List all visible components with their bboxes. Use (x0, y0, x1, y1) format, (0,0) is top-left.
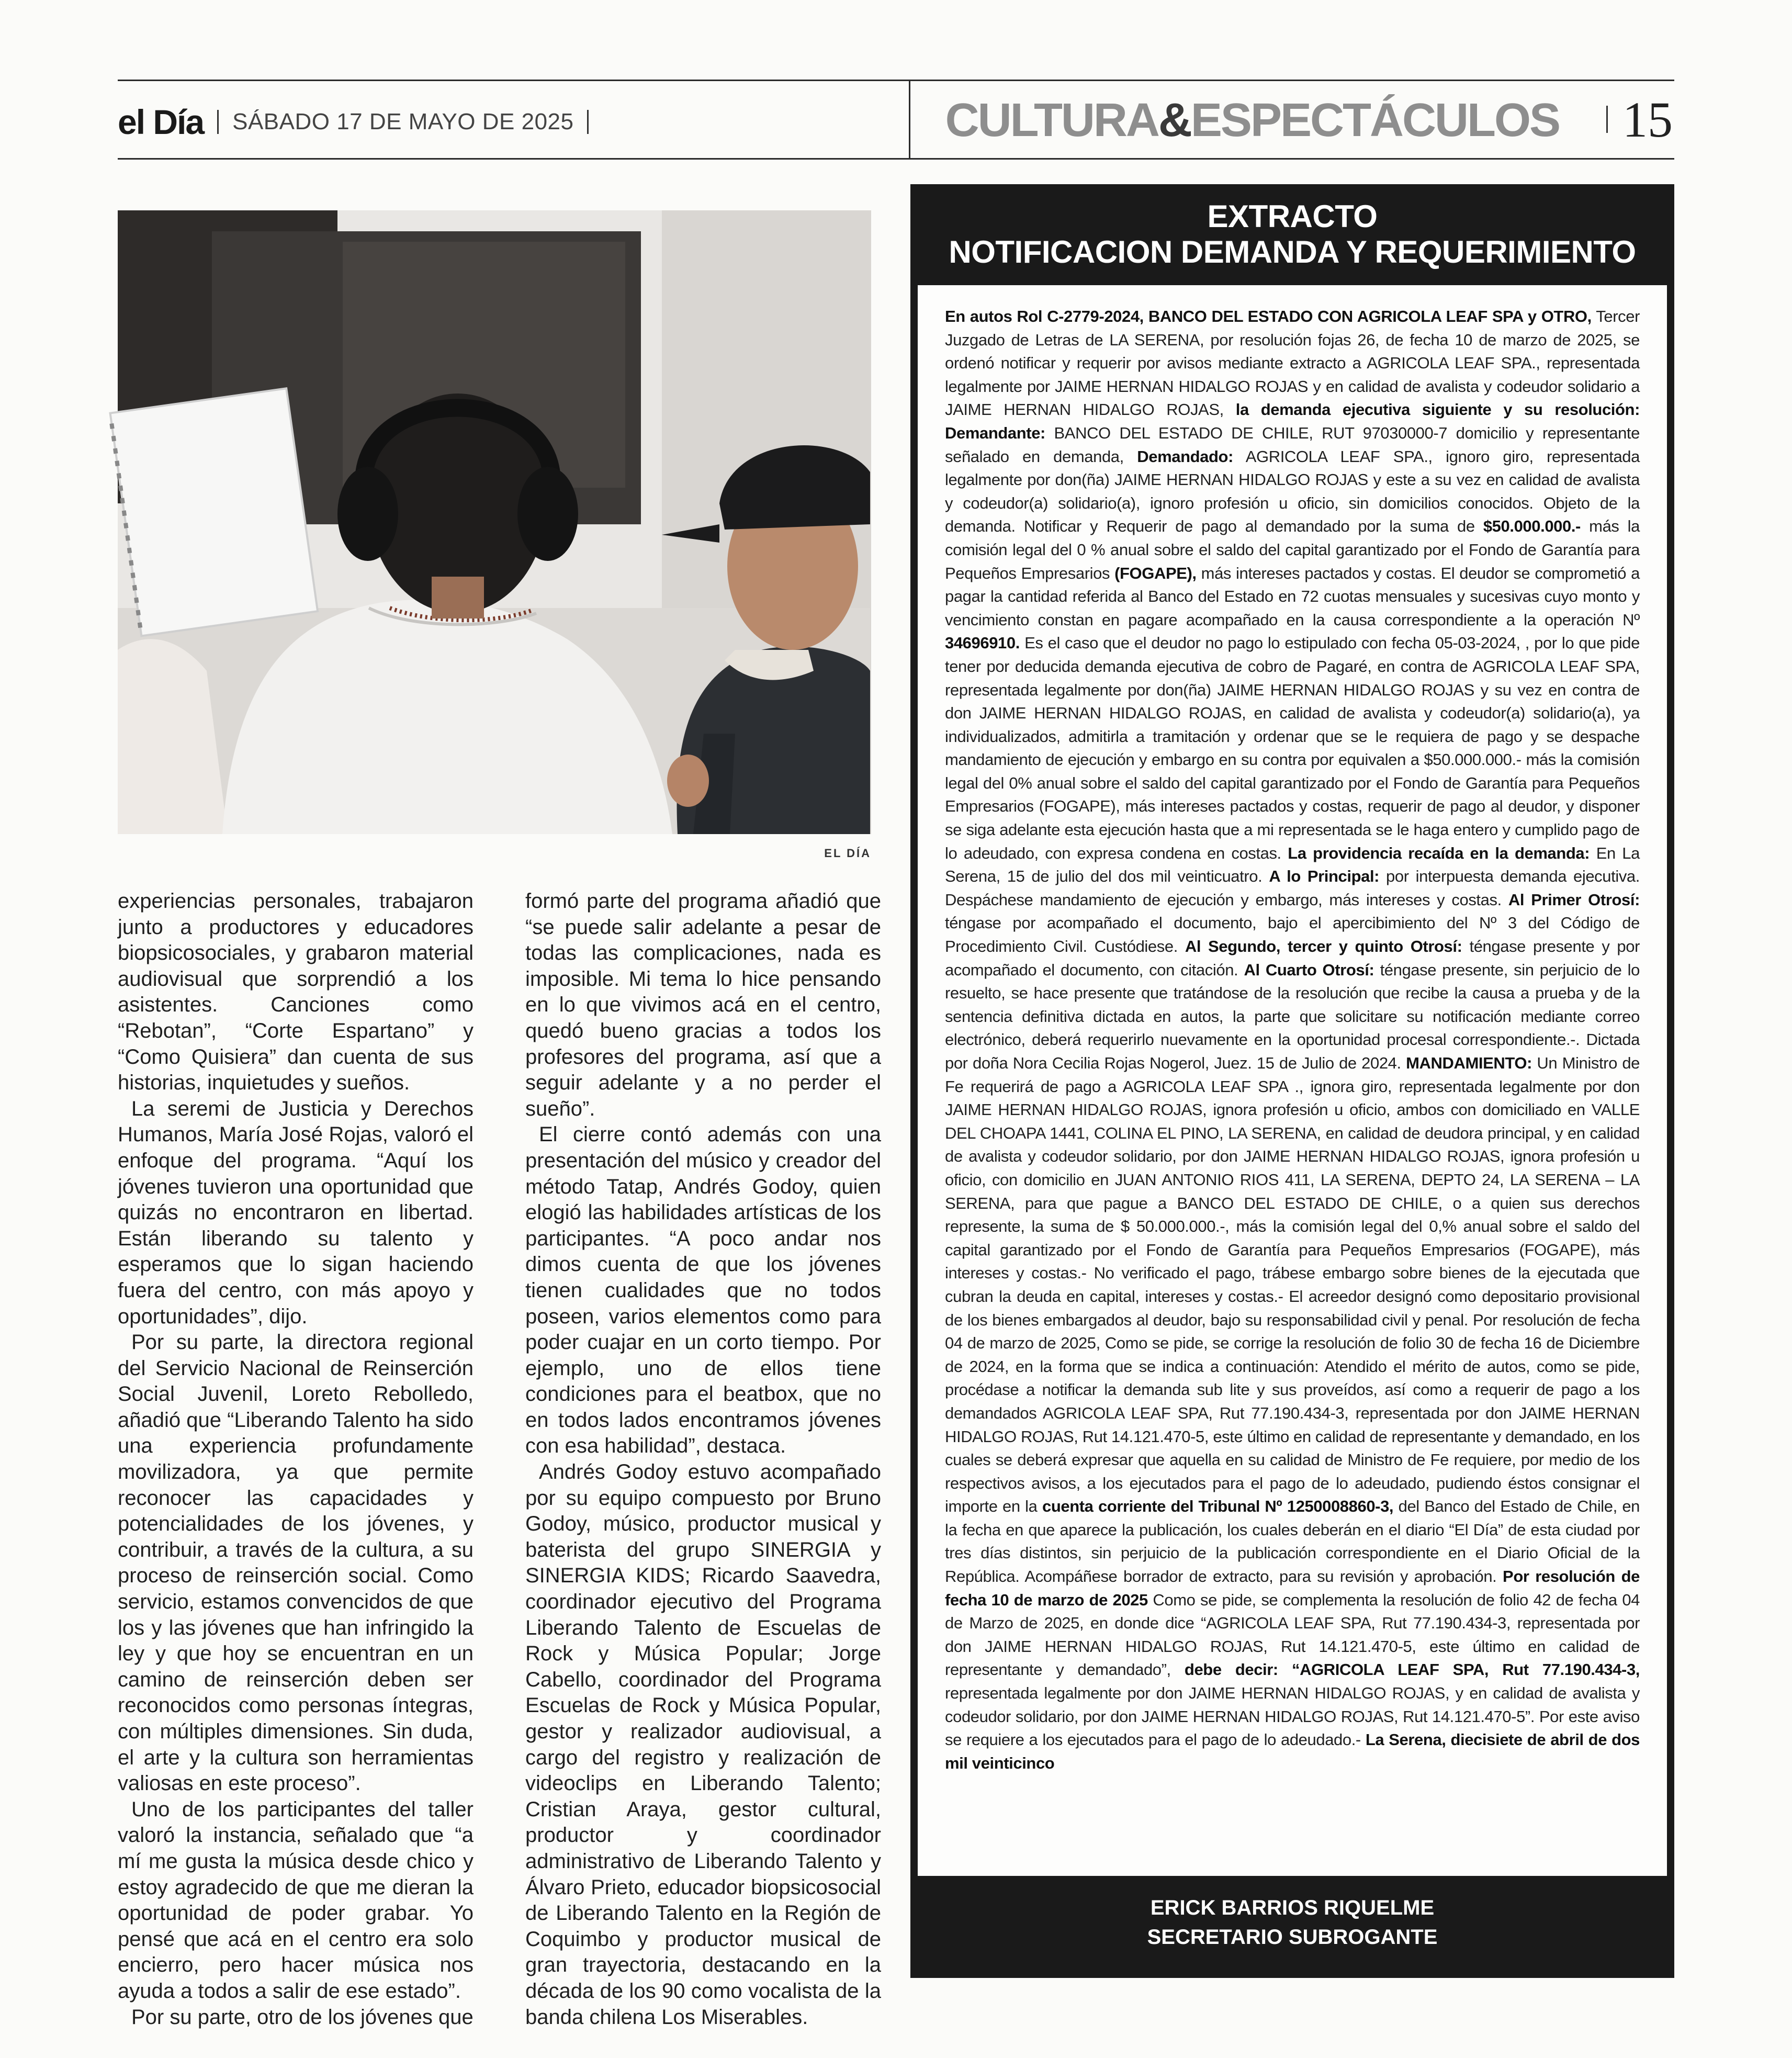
header-bottom-rule (118, 158, 1674, 160)
page-number-separator (1606, 106, 1608, 133)
notice-text-segment: del Banco del Estado de Chile, en la fecha en que aparece la publicación, los cuales deberán en el diario “El Día” de esta ciudad por tres días distintos, sin perjuicio de la publicación correspondiente en el Diario Oficial de la República. Acompáñese borrador de extracto, para su revisión y aprobación. (945, 1497, 1640, 1586)
notice-text-segment: por interpuesta demanda ejecutiva. Despáchese mandamiento de ejecución y embargo, más intereses y costas. (945, 867, 1640, 909)
notice-text-segment: más intereses pactados y costas. El deudor se comprometió a pagar la cantidad referida al Banco del Estado en 72 cuotas mensuales y sucesivas cuyo monto y vencimiento constan en pagare acompañado en la causa correspondiente a la operación Nº (945, 564, 1640, 629)
page-number (1606, 88, 1673, 151)
notice-text-segment: téngase presente, sin perjuicio de lo resuelto, se hace presente que tratándose de la resolución que recibe la causa a prueba y de la sentencia definitiva dictada en autos, la parte que solicitare su notificación mediante correo electrónico, deberá requerirlo nuevamente en la oportunidad procesal correspondiente.-. Dictada por doña Nora Cecilia Rojas Nogerol, Juez. 15 de Julio de 2024. (945, 960, 1640, 1072)
masthead-separator (217, 110, 219, 134)
notice-bold-segment: 34696910. (945, 634, 1020, 653)
notice-text-segment: En La Serena, 15 de julio del dos mil veinticuatro. (945, 844, 1640, 886)
notice-text-segment: representada legalmente por don JAIME HERNAN HIDALGO ROJAS, y en calidad de avalista y codeudor solidario, por don JAIME HERNAN HIDALGO ROJAS, Rut 14.121.470-5”. Por este aviso se requiere a los ejecutados para el pago de lo adeudado.- (945, 1684, 1640, 1749)
newspaper-logo: el Día (118, 103, 204, 141)
notice-bold-segment: Al Primer Otrosí: (1508, 890, 1640, 909)
notice-bold-segment: Al Cuarto Otrosí: (1244, 960, 1374, 979)
notice-bold-segment: En autos Rol C-2779-2024, BANCO DEL ESTADO CON AGRICOLA LEAF SPA y OTRO, (945, 307, 1592, 325)
photo-credit: EL DÍA (824, 847, 871, 860)
masthead (118, 98, 602, 145)
notice-text-segment: Tercer Juzgado de Letras de LA SERENA, por resolución fojas 26, de fecha 10 de marzo de 2025, se ordenó notificar y requerir por avisos mediante extracto a AGRICOLA LEAF SPA., representada legalmente por JAIME HERNAN HIDALGO ROJAS y en calidad de avalista y codeudor solidario a JAIME HERNAN HIDALGO ROJAS, (945, 307, 1640, 419)
signature-name: ERICK BARRIOS RIQUELME (1150, 1896, 1435, 1919)
notice-text-segment: Es el caso que el deudor no pago lo estipulado con fecha 05-03-2024, , por lo que pide tener por deducida demanda ejecutiva de cobro de Pagaré, en contra de AGRICOLA LEAF SPA, representada legalmente por don(ña) JAIME HERNAN HIDALGO ROJAS y su vez en contra de don JAIME HERNAN HIDALGO ROJAS, en calidad de avalista y codeudor(a) solidario(a), ya individualizados, admitirla a tramitación y ordenar que se le requiera de pago y se despache mandamiento de ejecución y embargo en su contra por equivalen a $50.000.000.- más la comisión legal del 0% anual sobre el saldo del capital garantizado por el Fondo de Garantía para Pequeños Empresarios (FOGAPE), más intereses pactados y costas, requerir de pago al deudor, y disponer se siga adelante esta ejecución hasta que a mi representada se le haga entero y cumplido pago de lo adeudado, con expresa condena en costas. (945, 634, 1640, 862)
header-divider (909, 80, 910, 160)
notice-bold-segment: Demandado: (1137, 447, 1234, 466)
notice-text-segment: téngase presente y por acompañado el documento, con citación. (945, 937, 1640, 979)
legal-notice-signature (910, 1893, 1674, 1952)
recording-studio-illustration (118, 210, 870, 834)
notice-bold-segment: La Serena, diecisiete de abril de dos mil veinticinco (945, 1730, 1640, 1772)
article-paragraph: Andrés Godoy estuvo acompañado por su equipo compuesto por Bruno Godoy, músico, productor musical y baterista del grupo SINERGIA y SINERGIA KIDS; Ricardo Saavedra, coordinador ejecutivo del Programa Liberando Talento de Escuelas de Rock y Música Popular; Jorge Cabello, coordinador del Programa Escuelas de Rock y Música Popular, gestor y realizador audiovisual, a cargo del registro y realización de videoclips en Liberando Talento; Cristian Araya, gestor cultural, productor y coordinador administrativo de Liberando Talento y Álvaro Prieto, educador biopsicosocial de Liberando Talento en la Región de Coquimbo y productor musical de gran trayectoria, destacando en la década de los 90 como vocalista de la banda chilena Los Miserables. (525, 1460, 881, 2029)
issue-date: SÁBADO 17 DE MAYO DE 2025 (232, 109, 574, 134)
notice-text-segment: téngase por acompañado el documento, bajo el apercibimiento del Nº 3 del Código de Procedimiento Civil. Custódiese. (945, 914, 1640, 956)
legal-notice-title-line1: EXTRACTO (1207, 199, 1378, 234)
notice-text-segment: más la comisión legal del 0 % anual sobre el saldo del capital garantizado por el Fondo de Garantía para Pequeños Empresarios (945, 517, 1640, 582)
legal-notice-title (910, 199, 1674, 270)
section-title (942, 89, 1559, 152)
section-title-part1: CULTURA (945, 94, 1158, 147)
article-paragraph: Por su parte, la directora regional del Servicio Nacional de Reinserción Social Juvenil, Loreto Rebolledo, añadió que “Liberando Talento ha sido una experiencia profundamente movilizadora, ya que permite reconocer las capacidades y potencialidades de los jóvenes, y contribuir, a través de la cultura, a su proceso de reinserción social. Como servicio, estamos convencidos de que los y las jóvenes que han infringido la ley y que hoy se encuentran en un camino de reinserción deben ser reconocidos como personas íntegras, con múltiples dimensiones. Sin duda, el arte y la cultura son herramientas valiosas en este proceso”. (118, 1331, 474, 1795)
article-paragraph: La seremi de Justicia y Derechos Humanos, María José Rojas, valoró el enfoque del programa. “Aquí los jóvenes tuvieron una oportunidad que quizás no encontraron en libertad. Están liberando su talento y esperamos que lo sigan haciendo fuera del centro, con más apoyo y oportunidades”, dijo. (118, 1097, 474, 1328)
signature-title: SECRETARIO SUBROGANTE (1147, 1926, 1438, 1949)
notice-bold-segment: la demanda ejecutiva siguiente y su resolución: Demandante: (945, 400, 1640, 442)
article-paragraph: formó parte del programa añadió que “se puede salir adelante a pesar de todas las complicaciones, nada es imposible. Mi tema lo hice pensando en lo que vivimos acá en el centro, quedó bueno gracias a todos los profesores del programa, así que a seguir adelante y a no perder el sueño”. (525, 890, 881, 1120)
article-paragraph: Por su parte, otro de los jóvenes que (131, 2005, 474, 2029)
notice-bold-segment: $50.000.000.- (1483, 517, 1581, 536)
notice-text-segment: AGRICOLA LEAF SPA., ignoro giro, representada legalmente por don(ña) JAIME HERNAN HIDALGO ROJAS y este a su vez en calidad de avalista y codeudor(a) solidario(a), ignoro profesión u oficio, sin domicilios conocidos. Objeto de la demanda. Notificar y Requerir de pago al demandado por la suma de (945, 447, 1640, 536)
masthead-separator (587, 110, 589, 134)
legal-notice-title-line2: NOTIFICACION DEMANDA Y REQUERIMIENTO (949, 234, 1636, 269)
notice-bold-segment: Al Segundo, tercer y quinto Otrosí: (1185, 937, 1462, 956)
notice-bold-segment: La providencia recaída en la demanda: (1288, 844, 1590, 862)
article-column-left (118, 889, 474, 2029)
notice-text-segment: Como se pide, se complementa la resolución de folio 42 de fecha 04 de Marzo de 2025, en donde dice “AGRICOLA LEAF SPA, Rut 77.190.434-3, representada por don JAIME HERNAN HIDALGO ROJAS, Rut 14.121.470-5, este último en calidad de representante y demandado”, (945, 1590, 1640, 1679)
notice-bold-segment: MANDAMIENTO: (1406, 1054, 1532, 1072)
article-paragraph: experiencias personales, trabajaron junto a productores y educadores biopsicosociales, y grabaron material audiovisual que sorprendió a los asistentes. Canciones como “Rebotan”, “Corte Espartano” y “Como Quisiera” dan cuenta de sus historias, inquietudes y sueños. (118, 890, 474, 1095)
notice-bold-segment: (FOGAPE), (1114, 564, 1197, 582)
notice-bold-segment: A lo Principal: (1269, 867, 1380, 886)
article-paragraph: El cierre contó además con una presentación del músico y creador del método Tatap, Andrés Godoy, quien elogió las habilidades artísticas de los participantes. “A poco andar nos dimos cuenta de que los jóvenes tienen cualidades que no todos poseen, varios elementos como para poder cuajar en un corto tiempo. Por ejemplo, uno de ellos tiene condiciones para el beatbox, que no en todos lados encontramos jóvenes con esa habilidad”, destaca. (525, 1123, 881, 1458)
legal-notice-body (918, 285, 1667, 1876)
section-title-ampersand: & (1158, 94, 1191, 147)
legal-notice-text (945, 305, 1640, 1775)
page-number-value: 15 (1622, 91, 1673, 148)
article-photo (118, 210, 870, 834)
notice-bold-segment: debe decir: “AGRICOLA LEAF SPA, Rut 77.190.434-3, (1184, 1660, 1640, 1679)
notice-text-segment: BANCO DEL ESTADO DE CHILE, RUT 97030000-7 domicilio y representante señalado en demanda, (945, 423, 1640, 466)
top-rule (118, 80, 1674, 81)
notice-bold-segment: cuenta corriente del Tribunal Nº 1250008860-3, (1042, 1497, 1394, 1516)
article-column-middle (525, 889, 881, 2029)
section-title-part2: ESPECTÁCULOS (1190, 94, 1559, 147)
notice-bold-segment: Por resolución de fecha 10 de marzo de 2025 (945, 1567, 1640, 1609)
article-paragraph: Uno de los participantes del taller valoró la instancia, señalado que “a mí me gusta la música desde chico y estoy agradecido de que me dieran la oportunidad de poder grabar. Yo pensé que acá en el centro era solo encierro, pero hacer música nos ayuda a todos a salir de ese estado”. (118, 1797, 474, 2003)
notice-text-segment: Un Ministro de Fe requerirá de pago a AGRICOLA LEAF SPA ., ignora giro, representada legalmente por don JAIME HERNAN HIDALGO ROJAS, ignora profesión u oficio, ambos con domiciliado en VALLE DEL CHOAPA 1441, COLINA EL PINO, LA SERENA, en calidad de deudora principal, y en calidad de avalista y codeudor solidario, por don JAIME HERNAN HIDALGO ROJAS, ignora profesión u oficio, con domicilio en JUAN ANTONIO RIOS 411, LA SERENA, DEPTO 24, LA SERENA – LA SERENA, para que pague a BANCO DEL ESTADO DE CHILE, o a quien sus derechos represente, la suma de $ 50.000.000.-, más la comisión legal del 0,% anual sobre el saldo del capital garantizado por el Fondo de Garantía para Pequeños Empresarios (FOGAPE), más intereses y costas.- No verificado el pago, trábese embargo sobre bienes de la ejecutada que cubran la deuda en capital, intereses y costas.- El acreedor designó como depositario provisional de los bienes embargados al deudor, bajo su responsabilidad civil y penal. Por resolución de fecha 04 de marzo de 2025, Como se pide, se corrige la resolución de folio 30 de fecha 16 de Diciembre de 2024, en la forma que se indica a continuación: Atendido el mérito de autos, como se pide, procédase a notificar la demanda sub lite y sus proveídos, así como a requerir de pago a los demandados AGRICOLA LEAF SPA, Rut 77.190.434-3, representada por don JAIME HERNAN HIDALGO ROJAS, Rut 14.121.470-5, este último en calidad de representante y demandado, en los cuales se deberá expresar que aquella en su calidad de Ministro de Fe requiere, por medio de los respectivos avisos, a los ejecutados para el pago de lo adeudado, pudiendo éstos consignar el importe en la (945, 1054, 1640, 1516)
